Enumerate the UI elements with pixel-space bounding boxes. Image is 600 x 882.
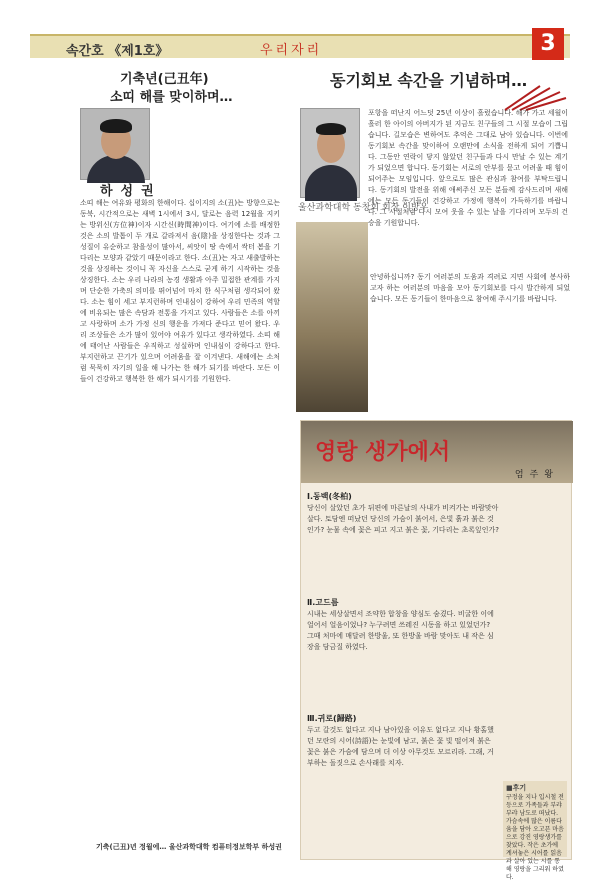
page-number: 3 [532, 28, 564, 60]
poem-panel [300, 420, 572, 881]
left-article-author: 하성권 [100, 184, 162, 199]
page-header [0, 0, 600, 70]
author-portrait-right [300, 108, 360, 198]
left-article-subtitle: 소띠 해를 맞이하며… [110, 90, 233, 105]
left-article-body: 소띠 해는 여유와 평화의 한해이다. 십이지의 소(丑)는 방향으로는 동북, 시간적으로는 새벽 1시에서 3시, 달로는 음력 12월을 지키는 방위신(方位神)이자 시간신(時間神)이다. 여기에 소를 배정한 것은 소의 발톱이 두 개로 갈라져서 음(陰)을 상징한다는 것과 그 성질이 유순하고 참을성이 많아서, 씨앗이 땅 속에서 싹터 봄을 기다리는 모양과 같았기 때문이라고 한다. 소(丑)는 자고 새출발하는 것을 상징하는 것이니 꼭 자신을 스스로 굳게 하기 시작하는 것을 상징한다. 소는 우리 나라의 농경 생활과 아주 밀접한 관계를 가지며 단순한 가축의 의미를 뛰어넘어 마치 한 식구처럼 생각되어 왔다. 소는 힘이 세고 부지런하며 인내심이 강하여 우리 민족의 역할에 비유되는 많은 속담과 전통을 가지고 있다. 사람들은 소를 아끼고 사랑하며 소가 가정 신의 행운을 가져다 준다고 믿어 왔다. 우리 조상들은 소가 많이 있어야 여유가 있다고 생각하였다. 소띠 해에 태어난 사람들은 우직하고 성실하며 인내심이 강하다고 한다. 부지런하고 끈기가 있으며 어려움을 잘 이겨낸다. 새해에는 소처럼 묵묵히 자기의 일을 해 나가는 한 해가 되기를 바란다. 모든 이들이 건강하고 행복한 한 해가 되시기를 기원한다. [80, 199, 280, 383]
afterword-heading: ■후기 [506, 784, 527, 792]
left-article-kicker: 기축년(己丑年) [120, 72, 209, 87]
issue-label: 속간호 《제1호》 [66, 44, 169, 59]
poem-title: 영랑 생가에서 [315, 439, 451, 465]
afterword-box [503, 781, 567, 881]
left-article-footer: 기축(己丑)년 정월에… 울산과학대학 컴퓨터정보학부 하성권 [96, 843, 282, 851]
afterword-text: 구정을 지나 입시철 전 등으로 가족들과 부랴부랴 남도로 떠났다. 가슴속에 많은 이름다움을 담아 오고픈 마음으로 강진 영랑생가를 찾았다. 작은 초가에 계셔놓은 시어를 읽음과 살아 있는 시를 통해 영랑을 그리워 하였다. [506, 794, 564, 881]
right-article-body: 포항을 떠난지 어느덧 25년 이상이 흘렀습니다. 해가 가고 세월이 흘러 한 아이의 아버지가 된 지금도 친구들의 그 시절 모습이 그립습니다. 길모습은 변하여도 추억은 그대로 남아 있습니다. 이번에 동기회보 속간을 맞이하여 오랜만에 소식을 전하게 되어 기쁩니다. 그동안 연락이 닿지 않았던 친구들과 다시 만날 수 있는 계기가 되었으면 합니다. 동기회는 서로의 안부를 묻고 어려울 때 힘이 되어주는 모임입니다. 앞으로도 많은 관심과 참여를 부탁드립니다. 동기회의 발전을 위해 애써주신 모든 분들께 감사드리며 새해에는 모든 동기들이 건강하고 가정에 행복이 가득하기를 바랍니다. 그 시절처럼 다시 모여 웃을 수 있는 날을 기다리며 모두의 건승을 기원합니다. [368, 109, 568, 227]
right-article-author: 울산과학대학 동창회 회장 이방우 [298, 203, 429, 213]
right-article-body-2: 안녕하십니까? 동기 여러분의 도움과 격려로 지면 사회에 봉사하고자 하는 여러분의 마음을 모아 동기회보를 다시 발간하게 되었습니다. 모든 동기들이 한마음으로 참여해 주시기를 바랍니다. [370, 273, 570, 303]
poem-section-heading: Ⅰ.동백(冬柏) [307, 492, 352, 501]
header-bar [30, 34, 570, 58]
poem-section-heading: Ⅱ.고드름 [307, 598, 339, 607]
right-article-title: 동기회보 속간을 기념하며… [330, 71, 528, 90]
village-photo [296, 222, 368, 412]
section-title: 우리자리 [260, 43, 323, 58]
poem-section-text: 시내는 세상살면서 조약한 합창을 양심도 숨겼다. 비굴한 이에 얼어서 얼음이었나? 누구려면 쓰레진 시동을 하고 있었던가? 그때 처마에 매달려 한방울, 또 한방울 바람 맞아도 내 작은 심장을 담금질 하였다. [307, 610, 494, 651]
poem-section-text: 당신이 살았던 초가 뒤편에 마른날의 사내가 비켜가는 바람맞아 살다. 토담엔 떠났던 당신의 가슴이 붉어서, 은빛 흙과 붉은 것인가? 눈물 속에 꽃은 피고 지고 붉은 꽃, 기다리는 초록잎인가? [307, 504, 499, 534]
poem-section-text: 두고 갈것도 없다고 지나 남아있을 이유도 없다고 지나 황홀했던 모란의 시어(詩語)는 눈빛에 남고, 붉은 꽃 빛 떨어져 붉은 꽃은 붉은 가슴에 담으며 더 이상 아무것도 모르리라. 그래, 거부하는 돌짓으로 손사래를 치자. [307, 726, 494, 767]
poem-section-heading: Ⅲ.귀로(歸路) [307, 714, 357, 723]
poem-author: 엄주왕 [514, 470, 559, 480]
author-portrait-left [80, 108, 150, 180]
